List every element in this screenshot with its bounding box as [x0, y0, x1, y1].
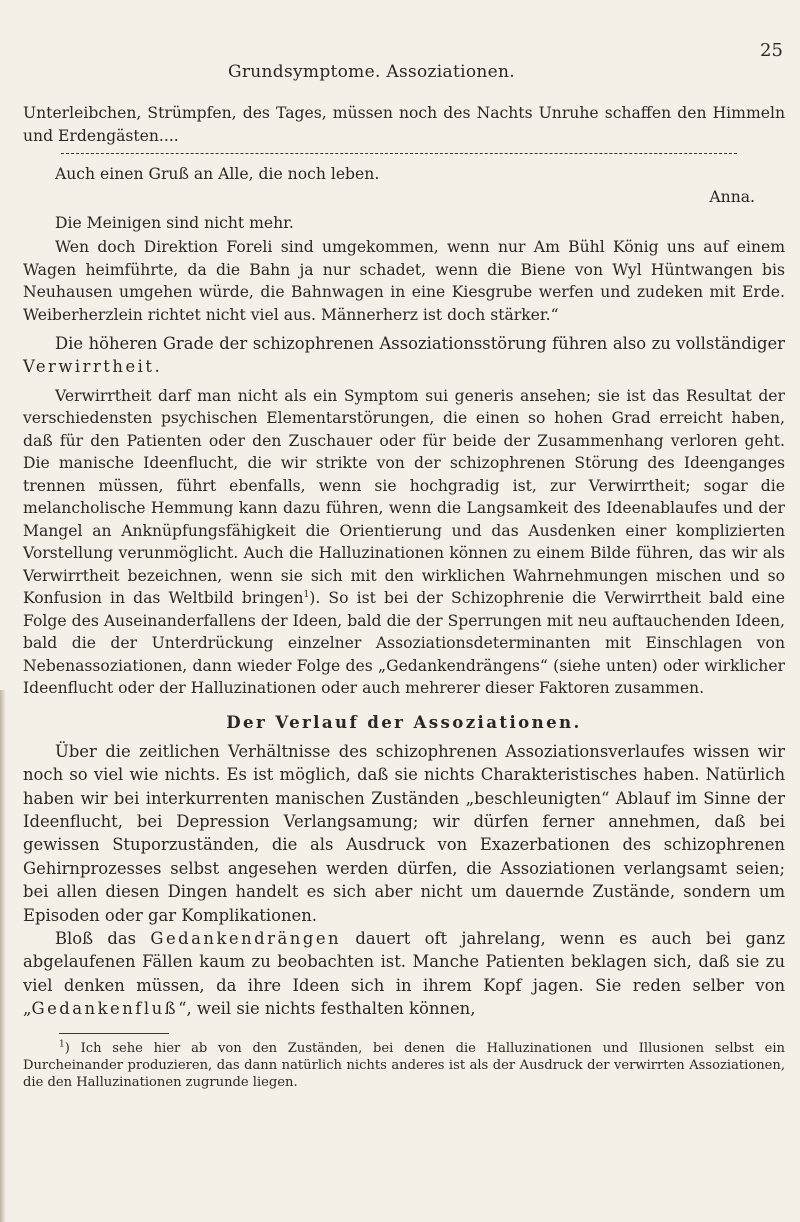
grade-paragraph — [23, 332, 785, 379]
page-header — [0, 22, 800, 82]
section-heading: Der Verlauf der Assoziationen. — [226, 711, 582, 732]
footnote-reference[interactable]: 1 — [303, 590, 310, 601]
page-number: 25 — [760, 40, 783, 61]
gd-post: “, weil sie nichts festhalten können, — [178, 999, 476, 1019]
gd-pre: Bloß das — [55, 929, 137, 949]
letter-signature: Anna. — [709, 187, 755, 206]
line-meinigen: Die Meinigen sind nicht mehr. — [55, 213, 294, 232]
footnote-mark: 1 — [59, 1039, 65, 1050]
binding-shadow — [0, 690, 6, 1222]
gd-term: Gedankendrängen — [150, 929, 342, 949]
footnote-text — [23, 1040, 785, 1091]
letter-paragraph: Wen doch Direktion Foreli sind umgekommen, wenn nur Am Bühl König uns auf einem Wagen heimführte, da die Bahn ja nur schadet, wenn die Biene von Wyl Hüntwangen bis Neuhausen umgehen würde, die Bahnwagen in eine Kiesgrube werfen und zudeken mit Erde. Weiberherzlein richtet nicht viel aus. Männerherz ist doch stärker.“ — [23, 238, 785, 324]
verwirrtheit-text-b: ). So ist bei der Schizophrenie die Verwirrtheit bald eine Folge des Auseinanderfallens der Ideen, bald die der Sperrungen mit neu auftauchenden Ideen, bald die der Unterdrückung einzelner Assoziationsdeterminanten mit Einschlagen von Nebenassoziationen, dann wieder Folge des „Gedankendrängens“ (siehe unten) oder wirklicher Ideenflucht oder der Halluzinationen oder auch mehrerer dieser Faktoren zusammen. — [23, 589, 785, 698]
footnote-rule — [59, 1033, 169, 1034]
letter-ending: Unterleibchen, Strümpfen, des Tages, müssen noch des Nachts Unruhe schaffen den Himmeln und Erdengästen.... — [23, 104, 785, 145]
gd-mid: dauert oft jahrelang, wenn es auch bei ganz abgelaufenen Fällen kaum zu beobachten ist. Manche Patienten beklagen sich, daß sie zu viel denken müssen, da ihre Ideen sich in ihrem Kopf jagen. Sie reden selber von „ — [23, 929, 785, 1019]
grade-intro: Die höheren Grade der schizophrenen Assoziationsstörung führen also zu vollständiger — [55, 334, 785, 353]
greeting-line: Auch einen Gruß an Alle, die noch leben. — [55, 165, 380, 183]
verwirrtheit-text-a: Verwirrtheit darf man nicht als ein Symptom sui generis ansehen; sie ist das Resultat der verschiedensten psychischen Elementarstörungen, die einen so hohen Grad erreicht haben, daß für den Patienten oder den Zuschauer oder für beide der Zusammenhang verloren geht. Die manische Ideenflucht, die wir strikte von der schizophrenen Störung des Ideenganges trennen müssen, führt ebenfalls, wenn sie hochgradig ist, zur Verwirrtheit; sogar die melancholische Hemmung kann dazu führen, wenn die Langsamkeit des Ideenablaufes und der Mangel an Anknüpfungsfähigkeit die Orientierung und das Ausdenken einer komplizierten Vorstellung verunmöglicht. Auch die Halluzinationen können zu einem Bilde führen, das wir als Verwirrtheit bezeichnen, wenn sie sich mit den wirklichen Wahrnehmungen mischen und so Konfusion in das Weltbild bringen — [23, 386, 785, 608]
footnote-body: ) Ich sehe hier ab von den Zuständen, bei denen die Halluzinationen und Illusionen selbst ein Durcheinander produzieren, das dann natürlich nichts anderes ist als der Ausdruck der verwirrten Assoziationen, die den Halluzinationen zugrunde liegen. — [23, 1040, 785, 1090]
verlauf-paragraph: Über die zeitlichen Verhältnisse des schizophrenen Assoziationsverlaufes wissen wir noch so viel wie nichts. Es ist möglich, daß sie nichts Charakteristisches haben. Natürlich haben wir bei interkurrenten manischen Zuständen „beschleunigten“ Ablauf im Sinne der Ideenflucht, bei Depression Verlangsamung; wir dürfen ferner annehmen, daß bei gewissen Stuporzuständen, die als Ausdruck von Exazerbationen des schizophrenen Gehirnprozesses selbst angesehen werden dürfen, die Assoziationen verlangsamt seien; bei allen diesen Dingen handelt es sich aber nicht um dauernde Zustände, sondern um Episoden oder gar Komplikationen. — [23, 741, 785, 925]
gd-term-2: Gedankenfluß — [31, 999, 179, 1019]
dashed-separator — [61, 153, 737, 154]
grade-term: Verwirrtheit. — [23, 357, 163, 377]
verwirrtheit-paragraph — [23, 385, 785, 700]
gedankendraengen-paragraph — [23, 927, 785, 1021]
running-head: Grundsymptome. Assoziationen. — [228, 62, 515, 82]
page-body — [23, 102, 785, 1091]
footnote — [23, 1040, 785, 1091]
